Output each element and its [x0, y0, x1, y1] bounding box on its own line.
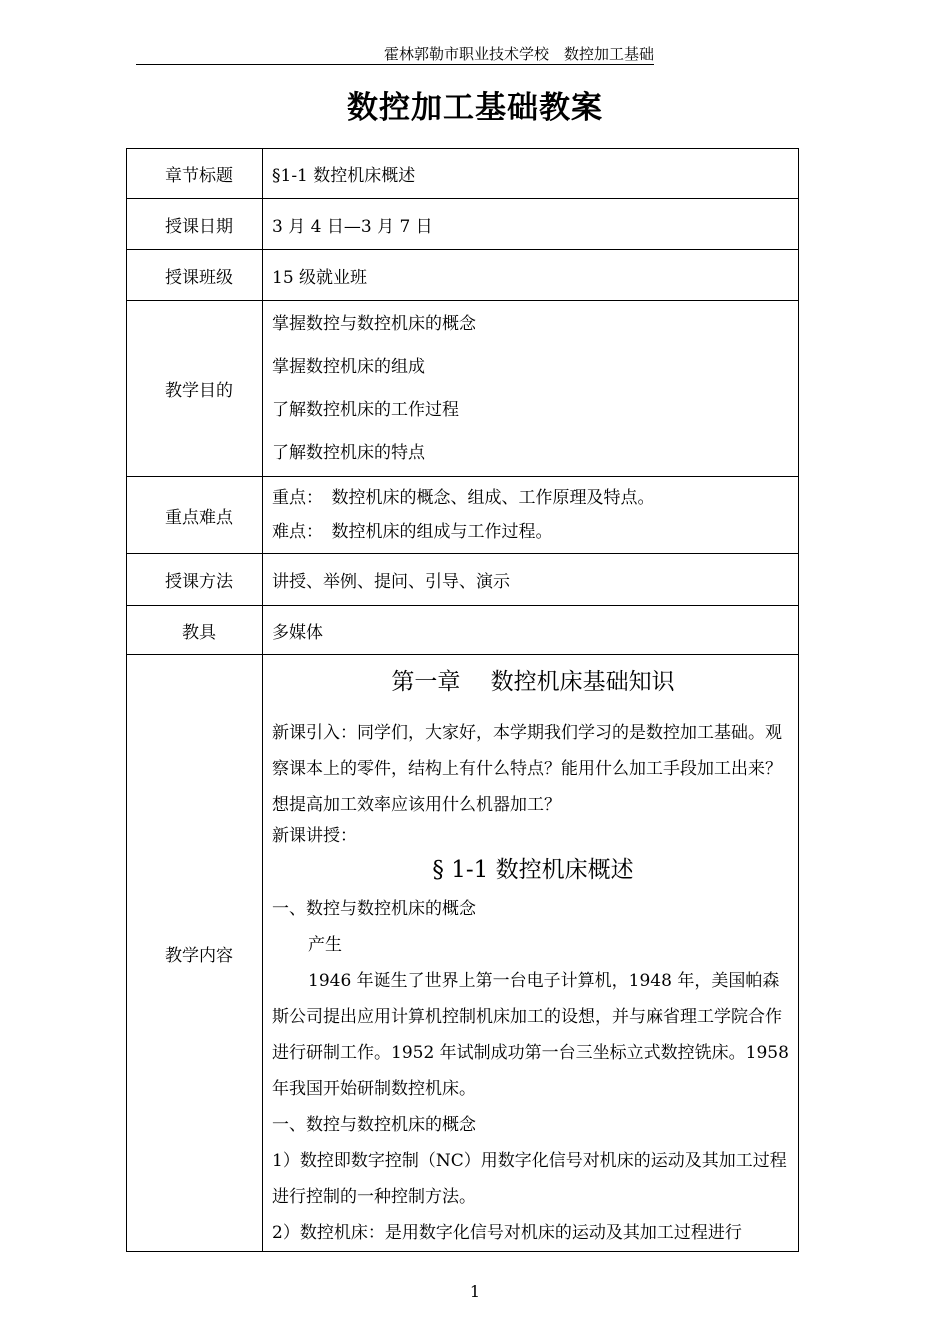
row-class: [127, 250, 799, 301]
objective-item: 掌握数控与数控机床的概念: [272, 313, 476, 334]
definition-nc: 1）数控即数字控制（NC）用数字化信号对机床的运动及其加工过程进行控制的一种控制方法。: [272, 1151, 787, 1207]
value-tools: 多媒体: [263, 606, 799, 655]
row-key-points: [127, 477, 799, 554]
section-heading: § 1-1 数控机床概述: [432, 857, 634, 883]
value-class: 15 级就业班: [263, 250, 799, 301]
history-paragraph: 1946 年诞生了世界上第一台电子计算机，1948 年，美国帕森斯公司提出应用计算机控制机床加工的设想，并与麻省理工学院合作进行研制工作。1952 年试制成功第一台三坐标立式数控铣床。1958 年我国开始研制数控机床。: [272, 971, 789, 1099]
lesson-plan-table: [126, 148, 799, 1252]
value-key-points: [263, 477, 799, 554]
objective-item: 了解数控机床的工作过程: [272, 399, 459, 420]
row-tools: [127, 606, 799, 655]
difficult-point: 难点： 数控机床的组成与工作过程。: [272, 522, 553, 542]
label-method: 授课方法: [127, 554, 263, 606]
objective-item: 了解数控机床的特点: [272, 442, 425, 463]
key-point: 重点： 数控机床的概念、组成、工作原理及特点。: [272, 488, 655, 508]
label-key-points: 重点难点: [127, 477, 263, 554]
label-tools: 教具: [127, 606, 263, 655]
objective-item: 掌握数控机床的组成: [272, 356, 425, 377]
origin-label: 产生: [308, 935, 342, 955]
chapter-heading: 第一章 数控机床基础知识: [391, 669, 675, 695]
value-method: 讲授、举例、提问、引导、演示: [263, 554, 799, 606]
value-content: [263, 655, 799, 1252]
value-objectives: [263, 301, 799, 477]
value-chapter-title: §1-1 数控机床概述: [263, 149, 799, 199]
intro-paragraph: 新课引入：同学们，大家好，本学期我们学习的是数控加工基础。观察课本上的零件，结构上有什么特点？能用什么加工手段加工出来？想提高加工效率应该用什么机器加工？: [272, 723, 782, 815]
page-number: 1: [469, 1282, 481, 1301]
lecture-label: 新课讲授：: [272, 826, 357, 846]
row-method: [127, 554, 799, 606]
label-chapter-title: 章节标题: [127, 149, 263, 199]
row-content: [127, 655, 799, 1252]
document-title: 数控加工基础教案: [347, 90, 603, 126]
page-header: 霍林郭勒市职业技术学校 数控加工基础: [136, 44, 654, 65]
label-content: 教学内容: [127, 655, 263, 1252]
row-date: [127, 199, 799, 250]
definition-nc-machine: 2）数控机床：是用数字化信号对机床的运动及其加工过程进行: [272, 1223, 742, 1243]
label-objectives: 教学目的: [127, 301, 263, 477]
subheading: 一、数控与数控机床的概念: [272, 899, 476, 919]
label-date: 授课日期: [127, 199, 263, 250]
row-chapter-title: [127, 149, 799, 199]
label-class: 授课班级: [127, 250, 263, 301]
row-objectives: [127, 301, 799, 477]
subheading: 一、数控与数控机床的概念: [272, 1115, 476, 1135]
value-date: 3 月 4 日—3 月 7 日: [263, 199, 799, 250]
